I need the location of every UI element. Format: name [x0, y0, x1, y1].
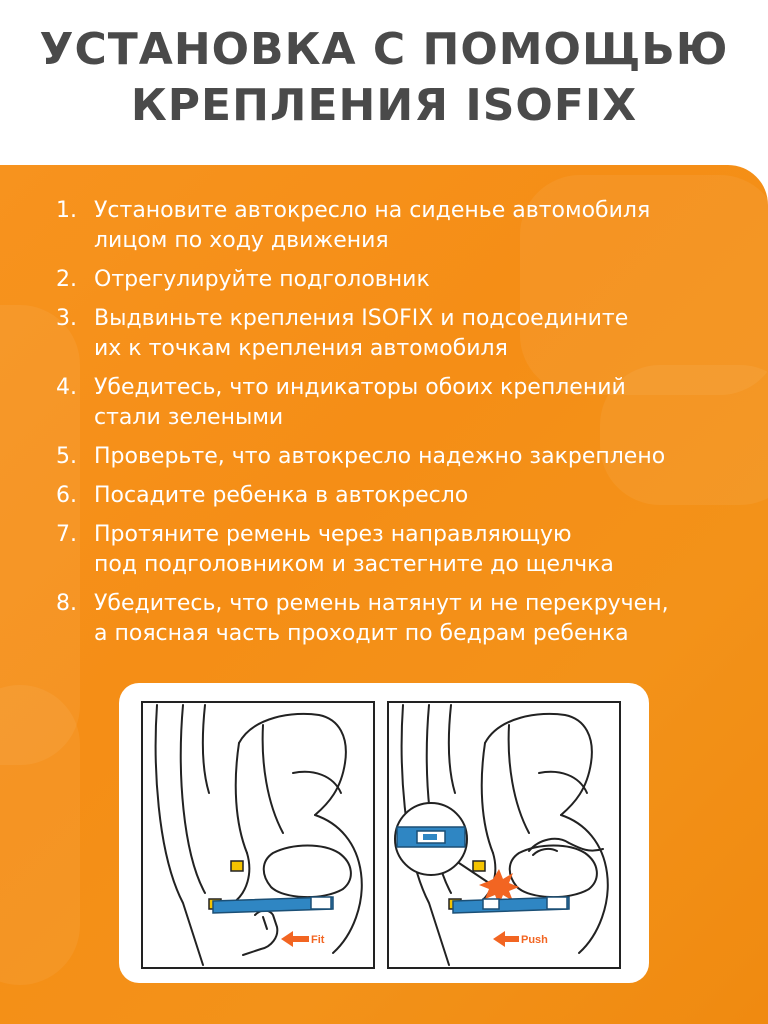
step-item: [56, 589, 746, 649]
step-text: Выдвиньте крепления ISOFIX и подсоедините: [94, 306, 629, 331]
fit-label: Fit: [311, 934, 325, 946]
step-text: Проверьте, что автокресло надежно закреплено: [94, 444, 666, 469]
car-seat-push-drawing: [389, 703, 619, 967]
step-item: [56, 373, 746, 433]
step-text: их к точкам крепления автомобиля: [94, 336, 508, 361]
step-text: а поясная часть проходит по бедрам ребенка: [94, 621, 629, 646]
step-number: 4.: [56, 375, 77, 400]
push-label: Push: [521, 934, 548, 946]
step-text: Посадите ребенка в автокресло: [94, 483, 469, 508]
step-item: [56, 196, 746, 256]
indicator-icon: [473, 861, 485, 871]
step-item: [56, 481, 746, 511]
arrow-left-icon: [493, 931, 519, 947]
steps-list: [56, 196, 746, 658]
arrow-left-icon: [281, 931, 309, 947]
step-text: Убедитесь, что индикаторы обоих креплений: [94, 375, 626, 400]
step-text: под подголовником и застегните до щелчка: [94, 552, 614, 577]
illustration-push: [387, 701, 621, 969]
illustration-fit: [141, 701, 375, 969]
step-text: Убедитесь, что ремень натянут и не перекручен,: [94, 591, 669, 616]
step-item: [56, 520, 746, 580]
title-line-2: КРЕПЛЕНИЯ ISOFIX: [130, 80, 638, 131]
step-text: Установите автокресло на сиденье автомобиля: [94, 198, 651, 223]
step-text: лицом по ходу движения: [94, 228, 389, 253]
step-item: [56, 304, 746, 364]
step-text: стали зелеными: [94, 405, 284, 430]
step-number: 5.: [56, 444, 77, 469]
illustration-card: [119, 683, 649, 983]
step-number: 7.: [56, 522, 77, 547]
step-text: Отрегулируйте подголовник: [94, 267, 430, 292]
step-number: 2.: [56, 267, 77, 292]
step-text: Протяните ремень через направляющую: [94, 522, 572, 547]
step-item: [56, 442, 746, 472]
page-title: [0, 22, 768, 134]
title-line-1: УСТАНОВКА С ПОМОЩЬЮ: [39, 24, 729, 75]
step-number: 8.: [56, 591, 77, 616]
step-item: [56, 265, 746, 295]
step-number: 3.: [56, 306, 77, 331]
step-number: 1.: [56, 198, 77, 223]
indicator-icon: [231, 861, 243, 871]
car-seat-fit-drawing: [143, 703, 373, 967]
step-number: 6.: [56, 483, 77, 508]
